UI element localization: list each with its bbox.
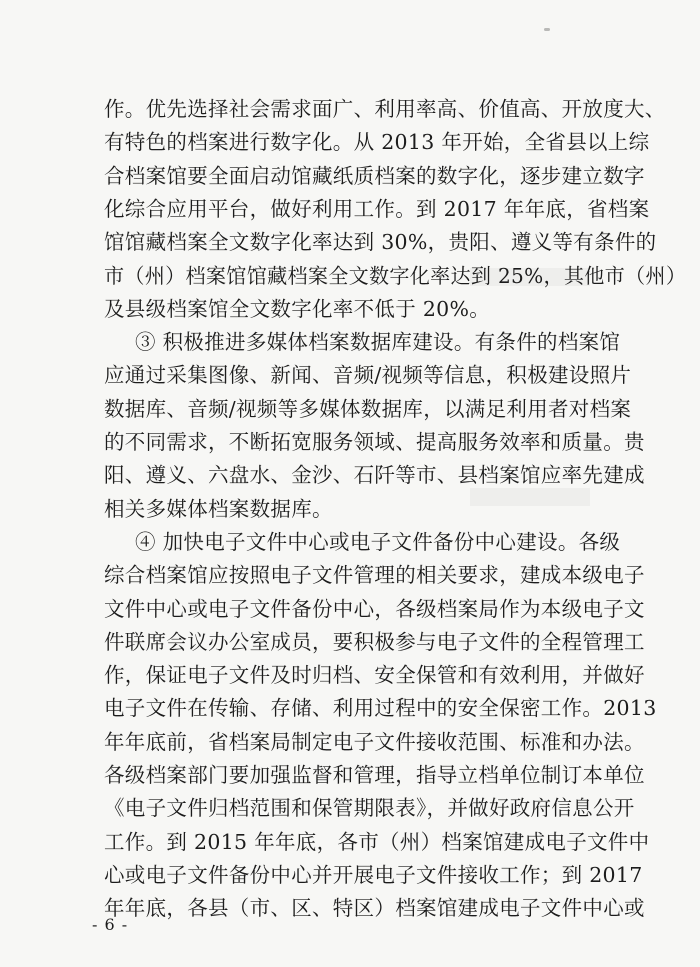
body-line: 相关多媒体档案数据库。	[104, 496, 333, 521]
body-line: 年年底前，省档案局制定电子文件接收范围、标准和办法。	[104, 729, 645, 754]
body-line: 年年底，各县（市、区、特区）档案馆建成电子文件中心或	[104, 896, 645, 921]
body-line: 合档案馆要全面启动馆藏纸质档案的数字化，逐步建立数字	[104, 163, 645, 188]
body-line: 市（州）档案馆馆藏档案全文数字化率达到 25%，其他市（州）	[104, 263, 687, 288]
body-line: 化综合应用平台，做好利用工作。到 2017 年年底，省档案	[104, 196, 650, 221]
page-number: - 6 -	[92, 915, 129, 934]
body-line: ③ 积极推进多媒体档案数据库建设。有条件的档案馆	[135, 330, 621, 355]
body-line: ④ 加快电子文件中心或电子文件备份中心建设。各级	[135, 529, 621, 554]
body-line: 文件中心或电子文件备份中心，各级档案局作为本级电子文	[104, 596, 645, 621]
body-line: 馆馆藏档案全文数字化率达到 30%，贵阳、遵义等有条件的	[104, 230, 657, 255]
body-line: 应通过采集图像、新闻、音频/视频等信息，积极建设照片	[104, 363, 632, 388]
scan-speck	[544, 28, 550, 31]
body-line: 阳、遵义、六盘水、金沙、石阡等市、县档案馆应率先建成	[104, 463, 645, 488]
body-line: 作。优先选择社会需求面广、利用率高、价值高、开放度大、	[104, 97, 666, 121]
body-line: 《电子文件归档范围和保管期限表》，并做好政府信息公开	[104, 796, 635, 821]
show-through-mark	[470, 488, 590, 506]
body-line: 综合档案馆应按照电子文件管理的相关要求，建成本级电子	[104, 563, 645, 588]
body-line: 及县级档案馆全文数字化率不低于 20%。	[104, 296, 491, 321]
body-line: 有特色的档案进行数字化。从 2013 年开始，全省县以上综	[104, 130, 650, 155]
body-line: 电子文件在传输、存储、利用过程中的安全保密工作。2013	[104, 696, 657, 721]
body-line: 作，保证电子文件及时归档、安全保管和有效利用，并做好	[104, 663, 645, 688]
body-line: 件联席会议办公室成员，要积极参与电子文件的全程管理工	[104, 629, 645, 654]
body-line: 工作。到 2015 年年底，各市（州）档案馆建成电子文件中	[104, 829, 650, 854]
body-line: 各级档案部门要加强监督和管理，指导立档单位制订本单位	[104, 763, 645, 787]
body-line: 心或电子文件备份中心并开展电子文件接收工作；到 2017	[104, 862, 643, 887]
body-line: 的不同需求，不断拓宽服务领域、提高服务效率和质量。贵	[104, 430, 645, 454]
body-line: 数据库、音频/视频等多媒体数据库，以满足利用者对档案	[104, 396, 632, 421]
